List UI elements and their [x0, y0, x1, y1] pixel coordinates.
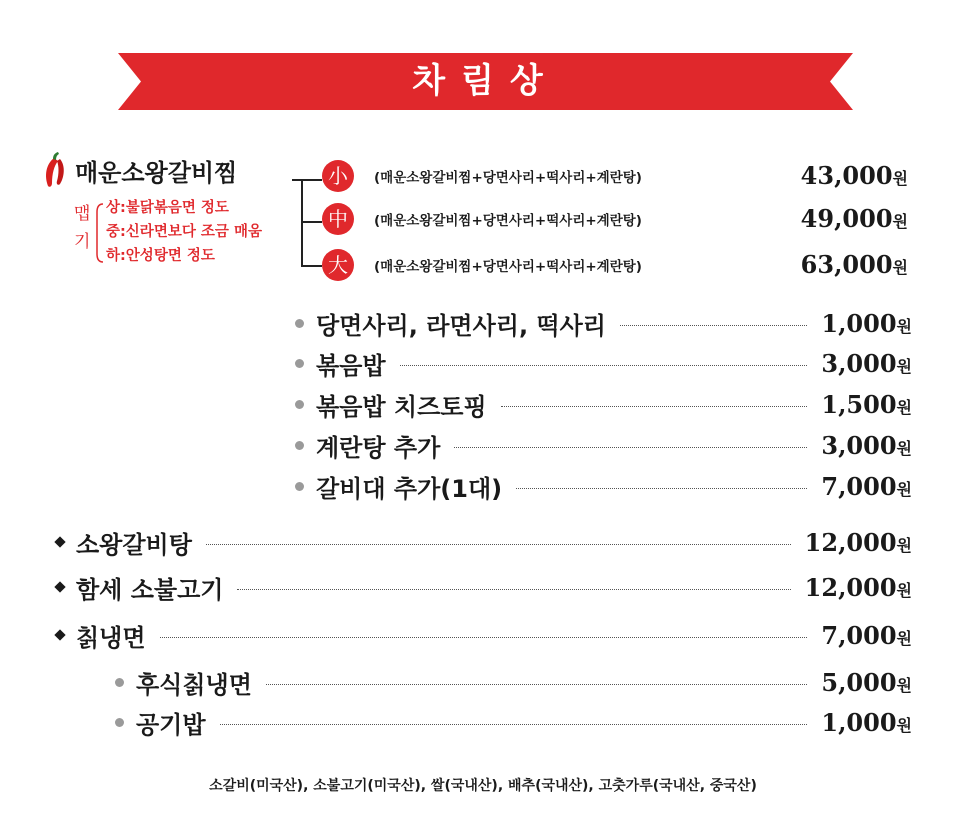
size-desc: (매운소왕갈비찜+당면사리+떡사리+계란탕): [374, 259, 642, 275]
item-name: 갈비대 추가(1대): [316, 474, 503, 503]
spice-level-low: 하:안성탕면 정도: [106, 248, 215, 264]
item-name: 당면사리, 라면사리, 떡사리: [316, 311, 606, 340]
size-desc: (매운소왕갈비찜+당면사리+떡사리+계란탕): [374, 213, 642, 229]
size-badge-small: 小: [322, 160, 354, 192]
addon-row: [295, 386, 912, 422]
diamond-bullet-icon: [54, 581, 65, 592]
size-price: 43,000원: [800, 161, 908, 190]
dotted-leader: [501, 406, 808, 407]
size-row-large: [322, 249, 922, 281]
item-name: 후식칡냉면: [136, 670, 252, 699]
page-title: 차림상: [412, 61, 559, 101]
menu-item-row: [52, 569, 912, 605]
spice-label: 맵기: [74, 204, 91, 252]
addon-row: [295, 427, 912, 463]
item-name: 함세 소불고기: [76, 575, 224, 604]
menu-item-row: [52, 524, 912, 560]
item-name: 볶음밥 치즈토핑: [316, 392, 487, 421]
size-badge-large: 大: [322, 249, 354, 281]
bullet-dot-icon: [115, 678, 124, 687]
item-price: 12,000원: [804, 572, 912, 602]
item-name: 볶음밥: [316, 351, 386, 380]
item-price: 7,000원: [821, 620, 912, 650]
menu-item-row: [52, 617, 912, 653]
dotted-leader: [160, 637, 808, 638]
dotted-leader: [400, 365, 808, 366]
item-price: 3,000원: [821, 430, 912, 460]
sub-item-row: [115, 664, 912, 700]
item-name: 공기밥: [136, 710, 206, 739]
bullet-dot-icon: [295, 482, 304, 491]
size-price: 63,000원: [800, 250, 908, 279]
main-dish-name: 매운소왕갈비찜: [75, 159, 238, 187]
addon-row: [295, 468, 912, 504]
diamond-bullet-icon: [54, 536, 65, 547]
item-price: 7,000원: [821, 471, 912, 501]
spice-level-list: [106, 196, 262, 268]
item-name: 소왕갈비탕: [76, 530, 192, 559]
spice-level-high: 상:불닭볶음면 정도: [106, 200, 229, 216]
size-desc: (매운소왕갈비찜+당면사리+떡사리+계란탕): [374, 170, 642, 186]
item-name: 계란탕 추가: [316, 433, 441, 462]
dotted-leader: [516, 488, 807, 489]
title-banner: [118, 53, 853, 110]
size-price: 49,000원: [800, 204, 908, 233]
dotted-leader: [266, 684, 807, 685]
dotted-leader: [220, 724, 808, 725]
sub-item-row: [115, 704, 912, 740]
bullet-dot-icon: [295, 441, 304, 450]
dotted-leader: [454, 447, 807, 448]
chili-pepper-icon: [40, 150, 70, 190]
item-price: 1,000원: [821, 707, 912, 737]
item-price: 12,000원: [804, 527, 912, 557]
bullet-dot-icon: [115, 718, 124, 727]
size-badge-medium: 中: [322, 203, 354, 235]
item-price: 1,500원: [821, 389, 912, 419]
item-name: 칡냉면: [76, 623, 146, 652]
addon-row: [295, 305, 912, 341]
spice-bracket: [95, 202, 105, 264]
item-price: 3,000원: [821, 348, 912, 378]
bullet-dot-icon: [295, 400, 304, 409]
size-connector-lines: [292, 172, 324, 272]
diamond-bullet-icon: [54, 629, 65, 640]
dotted-leader: [237, 589, 790, 590]
size-row-medium: [322, 203, 922, 235]
spice-level-mid: 중:신라면보다 조금 매움: [106, 224, 262, 240]
dotted-leader: [620, 325, 807, 326]
item-price: 5,000원: [821, 667, 912, 697]
dotted-leader: [206, 544, 791, 545]
item-price: 1,000원: [821, 308, 912, 338]
size-row-small: [322, 160, 922, 192]
bullet-dot-icon: [295, 359, 304, 368]
origin-notice: 소갈비(미국산), 소불고기(미국산), 쌀(국내산), 배추(국내산), 고춧가루(국내산, 중국산): [209, 778, 757, 794]
bullet-dot-icon: [295, 319, 304, 328]
addon-row: [295, 345, 912, 381]
